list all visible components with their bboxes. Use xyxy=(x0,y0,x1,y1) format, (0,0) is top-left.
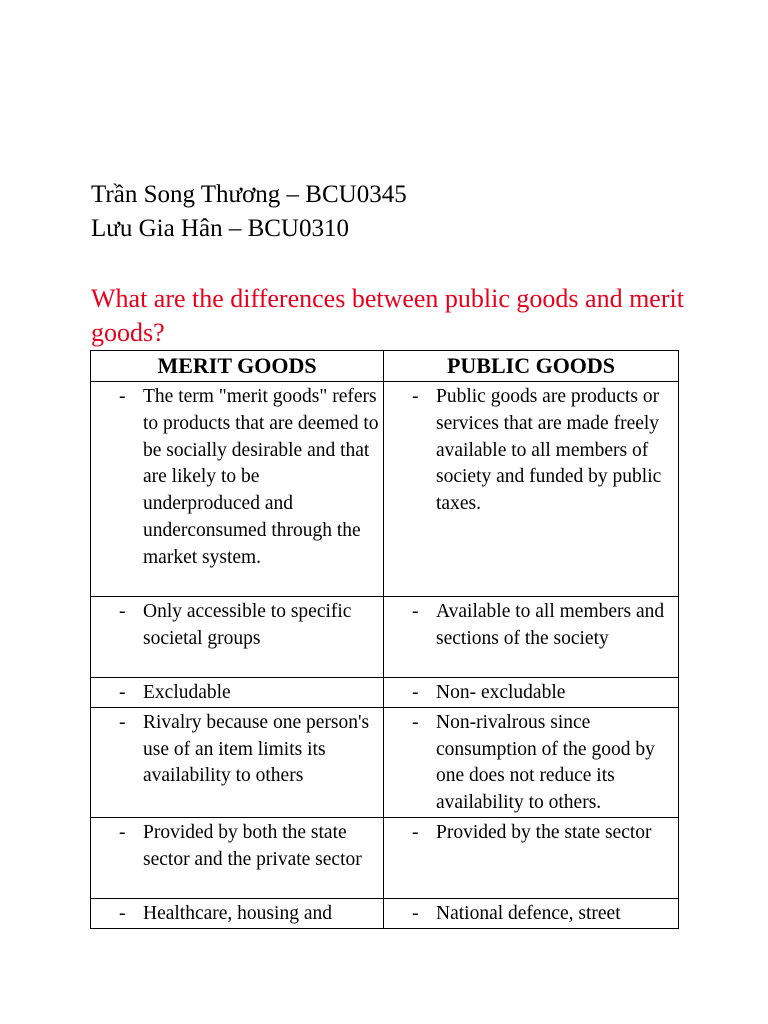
cell-text: Available to all members and sections of the society xyxy=(436,601,665,649)
merit-cell xyxy=(91,898,384,928)
bullet-dash: - xyxy=(119,902,126,924)
comparison-table xyxy=(90,350,679,929)
bullet-dash: - xyxy=(412,902,419,924)
merit-cell xyxy=(91,678,384,708)
table-row xyxy=(91,898,679,928)
public-cell xyxy=(384,597,679,678)
bullet-dash: - xyxy=(119,711,126,733)
cell-text: Public goods are products or services that are made freely available to all members of society and funded by public taxes. xyxy=(436,386,662,515)
cell-text: Rivalry because one person's use of an item limits its availability to others xyxy=(143,711,370,787)
bullet-dash: - xyxy=(412,711,419,733)
header-public-goods: PUBLIC GOODS xyxy=(384,351,679,382)
question-heading: What are the differences between public goods and merit goods? xyxy=(91,284,684,347)
bullet-dash: - xyxy=(119,601,126,622)
table-row xyxy=(91,707,679,817)
table-row xyxy=(91,597,679,678)
bullet-dash: - xyxy=(412,601,419,622)
cell-text: Provided by the state sector xyxy=(436,821,652,843)
public-cell xyxy=(384,817,679,898)
public-cell xyxy=(384,678,679,708)
merit-cell xyxy=(91,817,384,898)
bullet-dash: - xyxy=(119,682,126,703)
cell-text: Excludable xyxy=(143,682,231,703)
table-row xyxy=(91,382,679,597)
author-list xyxy=(91,178,407,246)
cell-text: Provided by both the state sector and the private sector xyxy=(143,821,362,870)
table-row xyxy=(91,678,679,708)
public-cell xyxy=(384,382,679,597)
cell-text: Non-rivalrous since consumption of the good by one does not reduce its availability to others. xyxy=(436,711,655,814)
merit-cell xyxy=(91,707,384,817)
cell-text: Healthcare, housing and xyxy=(143,902,332,924)
header-merit-goods: MERIT GOODS xyxy=(91,351,384,382)
merit-cell xyxy=(91,597,384,678)
merit-cell xyxy=(91,382,384,597)
bullet-dash: - xyxy=(119,821,126,843)
cell-text: Non- excludable xyxy=(436,682,566,703)
public-cell xyxy=(384,898,679,928)
author-line: Trần Song Thương – BCU0345 xyxy=(91,181,407,208)
cell-text: National defence, street xyxy=(436,902,621,924)
bullet-dash: - xyxy=(412,821,419,843)
table-header-row xyxy=(91,351,679,382)
public-cell xyxy=(384,707,679,817)
bullet-dash: - xyxy=(412,386,419,407)
bullet-dash: - xyxy=(119,386,126,407)
cell-text: Only accessible to specific societal groups xyxy=(143,601,352,649)
cell-text: The term "merit goods" refers to products that are deemed to be socially desirable and that are likely to be underproduced and underconsumed through the market system. xyxy=(143,386,379,568)
author-line: Lưu Gia Hân – BCU0310 xyxy=(91,215,349,242)
bullet-dash: - xyxy=(412,682,419,703)
table-row xyxy=(91,817,679,898)
